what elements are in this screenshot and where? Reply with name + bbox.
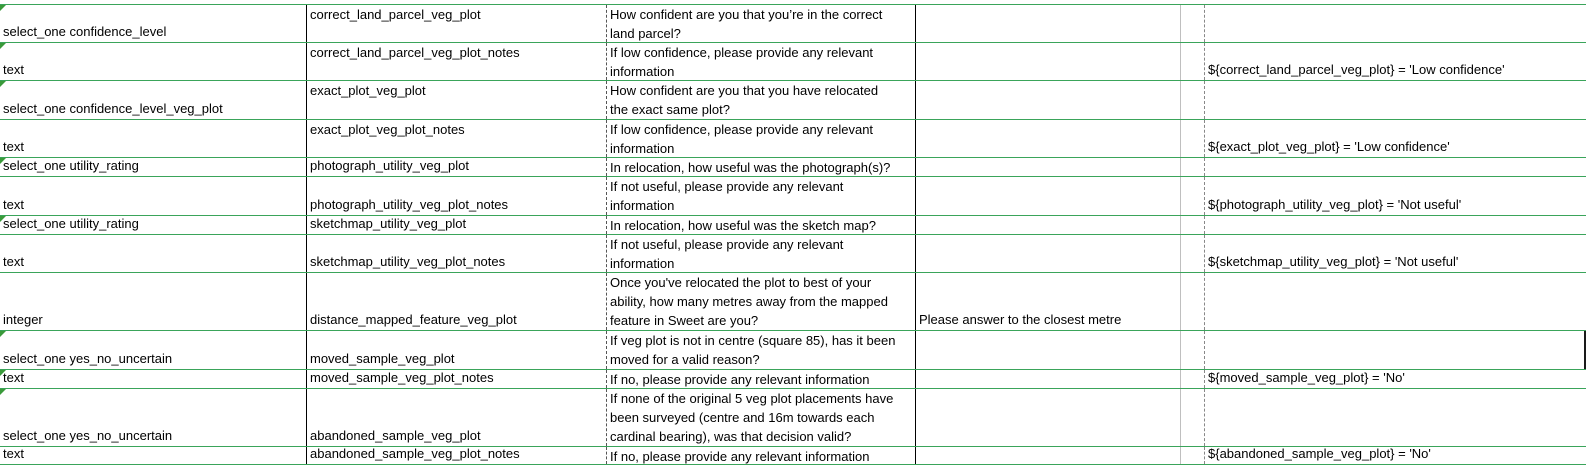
- name-text: sketchmap_utility_veg_plot_notes: [310, 254, 506, 269]
- label-text: If none of the original 5 veg plot placements have been surveyed (centre and 16m towards each cardinal bearing), was that decision valid?: [610, 391, 894, 444]
- empty-cell[interactable]: [1180, 120, 1204, 157]
- label-cell[interactable]: [606, 120, 916, 157]
- type-text: text: [3, 197, 24, 212]
- name-cell[interactable]: [306, 177, 606, 215]
- type-cell[interactable]: [0, 447, 306, 464]
- hint-cell[interactable]: [916, 447, 1180, 464]
- empty-cell[interactable]: [1180, 389, 1204, 446]
- type-cell[interactable]: [0, 235, 306, 272]
- name-cell[interactable]: [306, 273, 606, 330]
- label-cell[interactable]: [606, 177, 916, 215]
- label-text: How confident are you that you’re in the correct land parcel?: [610, 7, 883, 41]
- relevant-cell[interactable]: [1204, 5, 1586, 42]
- relevant-cell[interactable]: [1204, 43, 1586, 80]
- empty-cell[interactable]: [1180, 447, 1204, 464]
- type-text: select_one utility_rating: [3, 216, 139, 231]
- label-text: If not useful, please provide any relevant information: [610, 179, 844, 213]
- table-row: [0, 369, 1586, 388]
- relevant-cell[interactable]: [1204, 389, 1586, 446]
- table-row: [0, 215, 1586, 234]
- name-text: abandoned_sample_veg_plot_notes: [310, 447, 520, 461]
- relevant-cell[interactable]: [1204, 273, 1586, 330]
- label-cell[interactable]: [606, 43, 916, 80]
- relevant-cell[interactable]: [1204, 120, 1586, 157]
- type-text: text: [3, 139, 24, 154]
- table-row: [0, 176, 1586, 215]
- hint-cell[interactable]: [916, 43, 1180, 80]
- label-cell[interactable]: [606, 273, 916, 330]
- relevant-cell[interactable]: [1204, 235, 1586, 272]
- name-text: correct_land_parcel_veg_plot: [310, 7, 481, 22]
- table-row: [0, 234, 1586, 272]
- type-text: text: [3, 254, 24, 269]
- hint-cell[interactable]: [916, 273, 1180, 330]
- name-text: correct_land_parcel_veg_plot_notes: [310, 45, 520, 60]
- type-text: text: [3, 447, 24, 461]
- name-text: moved_sample_veg_plot_notes: [310, 370, 494, 385]
- comment-flag-icon: [0, 81, 6, 87]
- name-text: exact_plot_veg_plot: [310, 83, 426, 98]
- hint-cell[interactable]: [916, 331, 1180, 369]
- label-cell[interactable]: [606, 216, 916, 234]
- type-cell[interactable]: [0, 370, 306, 388]
- label-text: If veg plot is not in centre (square 85), has it been moved for a valid reason?: [610, 333, 896, 367]
- name-cell[interactable]: [306, 81, 606, 119]
- label-text: If no, please provide any relevant information: [610, 372, 870, 387]
- name-text: exact_plot_veg_plot_notes: [310, 122, 465, 137]
- label-cell[interactable]: [606, 158, 916, 176]
- type-text: select_one confidence_level: [3, 24, 167, 39]
- hint-cell[interactable]: [916, 120, 1180, 157]
- table-row: [0, 157, 1586, 176]
- type-cell[interactable]: [0, 216, 306, 234]
- name-cell[interactable]: [306, 370, 606, 388]
- label-text: How confident are you that you have relocated the exact same plot?: [610, 83, 879, 117]
- empty-cell[interactable]: [1180, 81, 1204, 119]
- comment-flag-icon: [0, 43, 6, 49]
- type-text: integer: [3, 312, 43, 327]
- name-cell[interactable]: [306, 447, 606, 464]
- relevant-cell[interactable]: [1204, 216, 1586, 234]
- type-cell[interactable]: [0, 120, 306, 157]
- name-cell[interactable]: [306, 389, 606, 446]
- empty-cell[interactable]: [1180, 5, 1204, 42]
- relevant-cell[interactable]: [1204, 370, 1586, 388]
- table-row: [0, 272, 1586, 330]
- name-cell[interactable]: [306, 331, 606, 369]
- hint-cell[interactable]: [916, 216, 1180, 234]
- hint-cell[interactable]: [916, 81, 1180, 119]
- relevant-text: ${correct_land_parcel_veg_plot} = 'Low confidence': [1208, 62, 1505, 77]
- name-cell[interactable]: [306, 5, 606, 42]
- empty-cell[interactable]: [1180, 158, 1204, 176]
- label-text: If no, please provide any relevant information: [610, 449, 870, 464]
- type-text: select_one yes_no_uncertain: [3, 351, 173, 366]
- comment-flag-icon: [0, 331, 6, 337]
- hint-cell[interactable]: [916, 389, 1180, 446]
- comment-flag-icon: [0, 5, 6, 11]
- label-cell[interactable]: [606, 235, 916, 272]
- hint-cell[interactable]: [916, 370, 1180, 388]
- empty-cell[interactable]: [1180, 177, 1204, 215]
- hint-text: Please answer to the closest metre: [919, 312, 1122, 327]
- comment-flag-icon: [0, 389, 6, 395]
- relevant-cell[interactable]: [1204, 177, 1586, 215]
- label-cell[interactable]: [606, 389, 916, 446]
- relevant-cell[interactable]: [1204, 158, 1586, 176]
- name-text: photograph_utility_veg_plot_notes: [310, 197, 509, 212]
- type-text: select_one confidence_level_veg_plot: [3, 101, 223, 116]
- type-text: text: [3, 62, 24, 77]
- hint-cell[interactable]: [916, 235, 1180, 272]
- table-row: [0, 119, 1586, 157]
- label-text: Once you've relocated the plot to best of your ability, how many metres away from the mapped feature in Sweet are you?: [610, 275, 888, 328]
- relevant-text: ${abandoned_sample_veg_plot} = 'No': [1208, 447, 1431, 461]
- relevant-text: ${sketchmap_utility_veg_plot} = 'Not useful': [1208, 254, 1459, 269]
- name-cell[interactable]: [306, 120, 606, 157]
- type-cell[interactable]: [0, 81, 306, 119]
- name-cell[interactable]: [306, 43, 606, 80]
- comment-flag-icon: [0, 216, 6, 222]
- empty-cell[interactable]: [1180, 331, 1204, 369]
- hint-cell[interactable]: [916, 5, 1180, 42]
- label-text: In relocation, how useful was the photograph(s)?: [610, 160, 891, 175]
- name-cell[interactable]: [306, 158, 606, 176]
- label-text: If low confidence, please provide any relevant information: [610, 45, 874, 79]
- hint-cell[interactable]: [916, 158, 1180, 176]
- empty-cell[interactable]: [1180, 235, 1204, 272]
- empty-cell[interactable]: [1180, 43, 1204, 80]
- name-text: moved_sample_veg_plot: [310, 351, 455, 366]
- relevant-cell[interactable]: [1204, 81, 1586, 119]
- table-row: [0, 388, 1586, 446]
- relevant-text: ${moved_sample_veg_plot} = 'No': [1208, 370, 1405, 385]
- label-cell[interactable]: [606, 370, 916, 388]
- type-text: select_one yes_no_uncertain: [3, 428, 173, 443]
- label-text: In relocation, how useful was the sketch map?: [610, 218, 876, 233]
- label-text: If not useful, please provide any relevant information: [610, 237, 844, 271]
- type-cell[interactable]: [0, 273, 306, 330]
- type-cell[interactable]: [0, 158, 306, 176]
- hint-cell[interactable]: [916, 177, 1180, 215]
- relevant-cell[interactable]: [1204, 331, 1586, 369]
- name-text: sketchmap_utility_veg_plot: [310, 216, 467, 231]
- table-row: [0, 4, 1586, 42]
- empty-cell[interactable]: [1180, 216, 1204, 234]
- table-row: [0, 80, 1586, 119]
- comment-flag-icon: [0, 158, 6, 164]
- name-text: distance_mapped_feature_veg_plot: [310, 312, 517, 327]
- empty-cell[interactable]: [1180, 273, 1204, 330]
- name-text: abandoned_sample_veg_plot: [310, 428, 481, 443]
- type-cell[interactable]: [0, 389, 306, 446]
- type-cell[interactable]: [0, 5, 306, 42]
- type-text: select_one utility_rating: [3, 158, 139, 173]
- relevant-cell[interactable]: [1204, 447, 1586, 464]
- label-cell[interactable]: [606, 81, 916, 119]
- table-row: [0, 42, 1586, 80]
- label-cell[interactable]: [606, 5, 916, 42]
- name-text: photograph_utility_veg_plot: [310, 158, 470, 173]
- type-cell[interactable]: [0, 43, 306, 80]
- relevant-text: ${photograph_utility_veg_plot} = 'Not useful': [1208, 197, 1462, 212]
- table-row: [0, 446, 1586, 465]
- type-cell[interactable]: [0, 331, 306, 369]
- type-text: text: [3, 370, 24, 385]
- label-cell[interactable]: [606, 331, 916, 369]
- name-cell[interactable]: [306, 235, 606, 272]
- comment-flag-icon: [0, 370, 6, 376]
- label-cell[interactable]: [606, 447, 916, 464]
- name-cell[interactable]: [306, 216, 606, 234]
- table-row: [0, 330, 1586, 369]
- relevant-text: ${exact_plot_veg_plot} = 'Low confidence': [1208, 139, 1450, 154]
- label-text: If low confidence, please provide any relevant information: [610, 122, 874, 156]
- type-cell[interactable]: [0, 177, 306, 215]
- empty-cell[interactable]: [1180, 370, 1204, 388]
